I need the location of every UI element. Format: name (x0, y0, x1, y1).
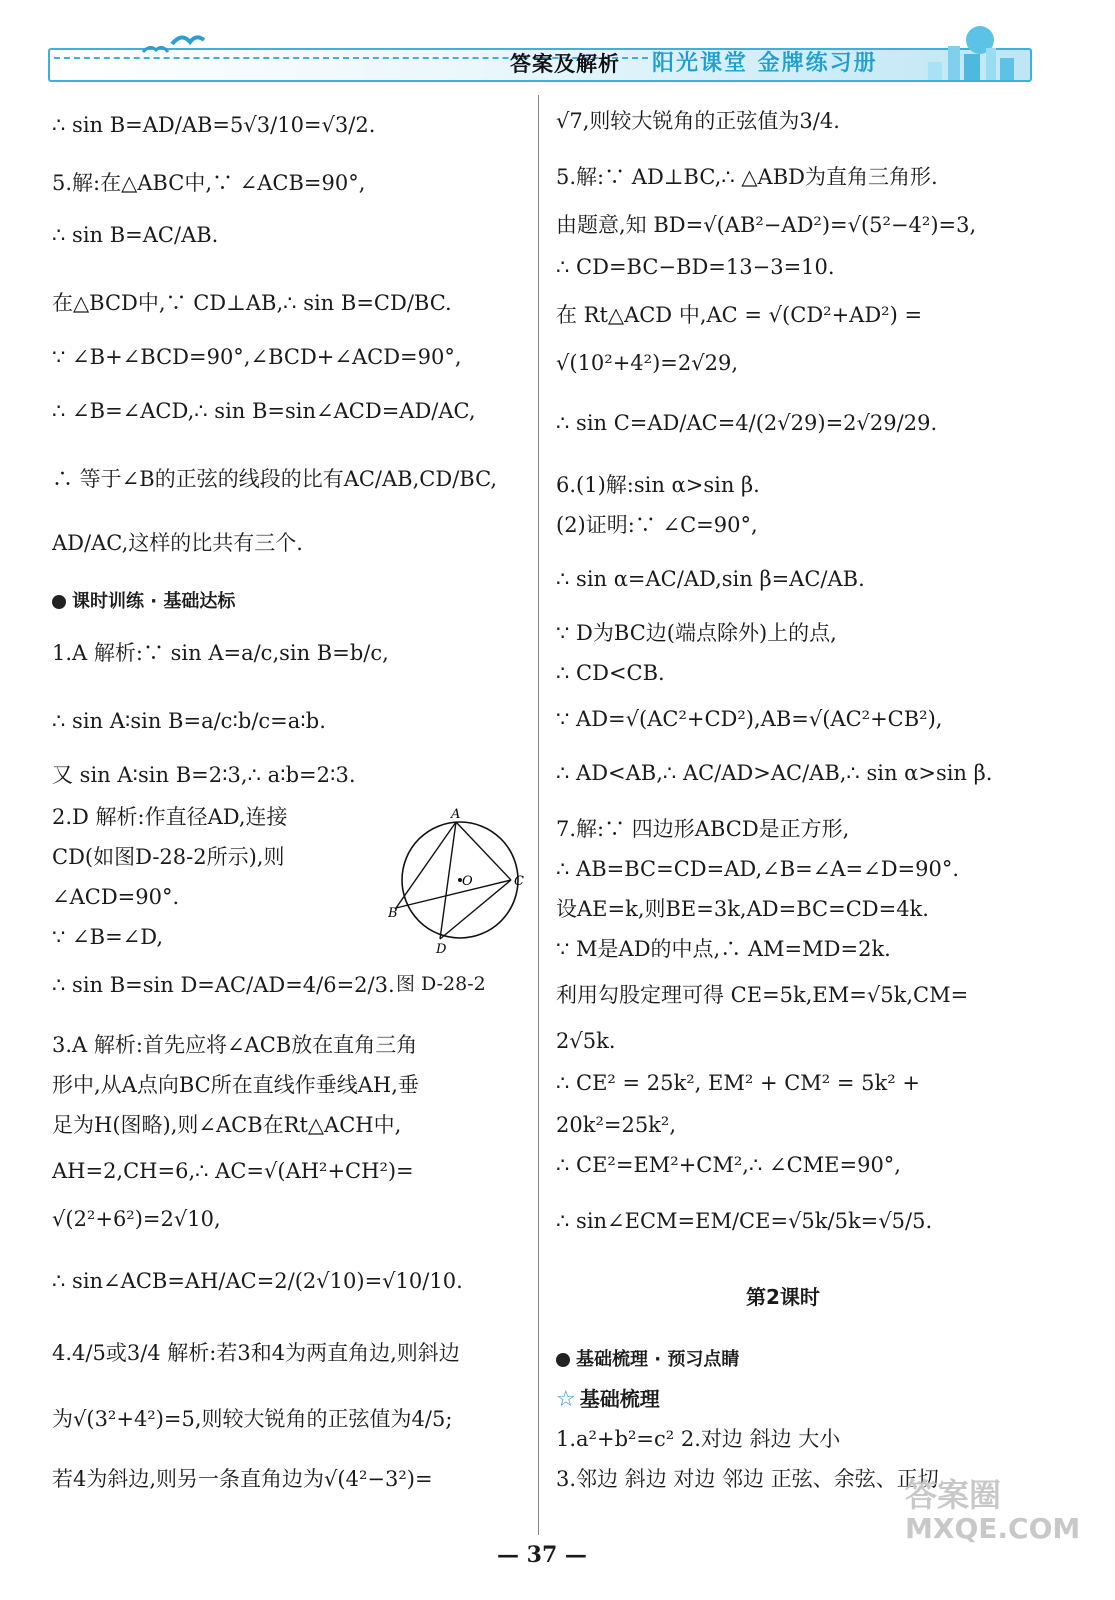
q3-line-6: ∴ sin∠ACB=AH/AC=2/(2√10)=√10/10. (52, 1269, 463, 1293)
q5-line-2: ∴ sin B=AC/AB. (52, 223, 219, 247)
q2-line-3: ∠ACD=90°. (52, 885, 180, 909)
q6-line-4: ∵ D为BC边(端点除外)上的点, (556, 621, 837, 645)
section-head-basics: 基础梳理 · 预习点睛 (556, 1351, 739, 1369)
q7-line-6: 2√5k. (556, 1029, 616, 1053)
bullet-icon (52, 595, 66, 609)
bullet-icon (556, 1353, 570, 1367)
q3-line-1: 3.A 解析:首先应将∠ACB放在直角三角 (52, 1033, 418, 1057)
sub-head-basics: ☆ 基础梳理 (556, 1387, 660, 1412)
q7-line-3: 设AE=k,则BE=3k,AD=BC=CD=4k. (556, 897, 929, 921)
q1-line-1: 1.A 解析:∵ sin A=a/c,sin B=b/c, (52, 641, 389, 665)
q1-line-3: 又 sin A∶sin B=2∶3,∴ a∶b=2∶3. (52, 763, 356, 787)
q5r-line-1: 5.解:∵ AD⊥BC,∴ △ABD为直角三角形. (556, 165, 938, 189)
q5r-line-4: 在 Rt△ACD 中,AC = √(CD²+AD²) = (556, 303, 923, 327)
q3-line-5: √(2²+6²)=2√10, (52, 1207, 221, 1231)
diameter-ad (440, 822, 456, 939)
header-answer-label: 答案及解析 (510, 51, 620, 76)
header-brand: 阳光课堂 金牌练习册 (652, 50, 878, 76)
q5r-line-3: ∴ CD=BC−BD=13−3=10. (556, 255, 835, 279)
q7-line-9: ∴ CE²=EM²+CM²,∴ ∠CME=90°, (556, 1153, 901, 1177)
q6-line-2: (2)证明:∵ ∠C=90°, (556, 513, 758, 537)
q2-line-1: 2.D 解析:作直径AD,连接 (52, 805, 288, 829)
q5-line-4: ∵ ∠B+∠BCD=90°,∠BCD+∠ACD=90°, (52, 345, 462, 369)
q5r-line-5: √(10²+4²)=2√29, (556, 351, 739, 375)
q2-line-5: ∴ sin B=sin D=AC/AD=4/6=2/3. (52, 973, 395, 997)
q4-line-3: 若4为斜边,则另一条直角边为√(4²−3²)= (52, 1467, 433, 1491)
left-line-1: ∴ sin B=AD/AB=5√3/10=√3/2. (52, 113, 376, 137)
basics-line-2: 3.邻边 斜边 对边 邻边 正弦、余弦、正切 (556, 1467, 939, 1491)
lesson-title: 第2课时 (746, 1285, 820, 1309)
watermark-logo: 答案圈 MXQE.COM (905, 1476, 1081, 1545)
q4-line-1: 4.4/5或3/4 解析:若3和4为两直角边,则斜边 (52, 1341, 460, 1365)
circle-figure-d-28-2 (388, 805, 528, 955)
figure-caption: 图 D-28-2 (396, 973, 486, 995)
q5-line-5: ∴ ∠B=∠ACD,∴ sin B=sin∠ACD=AD/AC, (52, 399, 476, 423)
q3-line-3: 足为H(图略),则∠ACB在Rt△ACH中, (52, 1113, 402, 1137)
q6-line-6: ∵ AD=√(AC²+CD²),AB=√(AC²+CB²), (556, 707, 943, 731)
q2-line-4: ∵ ∠B=∠D, (52, 925, 164, 949)
page-number: — 37 — (497, 1542, 587, 1568)
q5r-line-6: ∴ sin C=AD/AC=4/(2√29)=2√29/29. (556, 411, 938, 435)
q6-line-7: ∴ AD<AB,∴ AC/AD>AC/AB,∴ sin α>sin β. (556, 761, 993, 785)
q7-line-8: 20k²=25k², (556, 1113, 677, 1137)
q5-line-1: 5.解:在△ABC中,∵ ∠ACB=90°, (52, 171, 366, 195)
q5-line-6: ∴ 等于∠B的正弦的线段的比有AC/AB,CD/BC, (52, 467, 498, 491)
q7-line-1: 7.解:∵ 四边形ABCD是正方形, (556, 817, 850, 841)
q5-line-7: AD/AC,这样的比共有三个. (52, 531, 303, 555)
q3-line-4: AH=2,CH=6,∴ AC=√(AH²+CH²)= (52, 1159, 414, 1183)
right-line-1: √7,则较大锐角的正弦值为3/4. (556, 109, 840, 133)
section-head-practice: 课时训练 · 基础达标 (52, 593, 235, 611)
star-icon: ☆ (556, 1387, 576, 1412)
label-d: D (436, 942, 447, 955)
city-decoration-icon (908, 18, 1018, 80)
q4-line-2: 为√(3²+4²)=5,则较大锐角的正弦值为4/5; (52, 1407, 453, 1431)
q2-line-2: CD(如图D-28-2所示),则 (52, 845, 285, 869)
q7-line-4: ∵ M是AD的中点,∴ AM=MD=2k. (556, 937, 891, 961)
q1-line-2: ∴ sin A∶sin B=a/c∶b/c=a∶b. (52, 709, 326, 733)
basics-line-1: 1.a²+b²=c² 2.对边 斜边 大小 (556, 1427, 841, 1451)
q5r-line-2: 由题意,知 BD=√(AB²−AD²)=√(5²−4²)=3, (556, 213, 977, 237)
chord-ac (456, 822, 511, 880)
label-b: B (388, 906, 398, 921)
q3-line-2: 形中,从A点向BC所在直线作垂线AH,垂 (52, 1073, 419, 1097)
q6-line-1: 6.(1)解:sin α>sin β. (556, 473, 760, 497)
q6-line-5: ∴ CD<CB. (556, 661, 665, 685)
column-divider (538, 95, 539, 1535)
page-header (48, 40, 1028, 82)
q7-line-10: ∴ sin∠ECM=EM/CE=√5k/5k=√5/5. (556, 1209, 933, 1233)
label-c: C (514, 874, 524, 889)
label-o: O (462, 874, 473, 889)
birds-icon (138, 30, 208, 60)
q7-line-5: 利用勾股定理可得 CE=5k,EM=√5k,CM= (556, 983, 969, 1007)
label-a: A (451, 807, 461, 822)
q7-line-2: ∴ AB=BC=CD=AD,∠B=∠A=∠D=90°. (556, 857, 960, 881)
q7-line-7: ∴ CE² = 25k², EM² + CM² = 5k² + (556, 1071, 920, 1095)
q6-line-3: ∴ sin α=AC/AD,sin β=AC/AB. (556, 567, 865, 591)
q5-line-3: 在△BCD中,∵ CD⊥AB,∴ sin B=CD/BC. (52, 291, 452, 315)
